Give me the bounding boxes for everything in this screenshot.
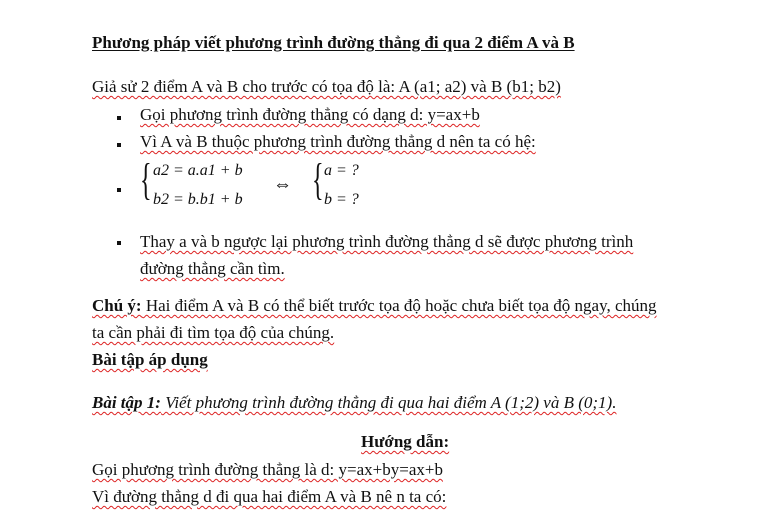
bullet-marker — [117, 241, 121, 245]
note-paragraph-line-1 — [92, 296, 657, 316]
right-equation-1: a = ? — [324, 162, 359, 179]
guide-heading: Hướng dẫn: — [361, 432, 450, 451]
bullet-item-3-line-1: Thay a và b ngược lại phương trình đường thẳng d sẽ được phương trình — [140, 232, 634, 251]
note-text-1: Hai điểm A và B có thể biết trước tọa độ hoặc chưa biết tọa độ ngay, chúng — [141, 296, 657, 315]
equivalence-arrow: ⇔ — [273, 174, 292, 195]
left-brace: { — [140, 155, 152, 204]
exercise-line — [92, 393, 616, 413]
bullet-marker — [117, 188, 121, 192]
bullet-marker — [117, 116, 121, 120]
practice-heading: Bài tập áp dụng — [92, 350, 208, 369]
right-equation-2: b = ? — [324, 191, 359, 208]
guide-line-2: Vì đường thẳng d đi qua hai điểm A và B nê n ta có: — [92, 487, 447, 506]
right-brace: { — [312, 155, 324, 204]
equation-system — [140, 155, 380, 218]
bullet-item-1: Gọi phương trình đường thẳng có dạng d: y=ax+b — [140, 105, 480, 124]
note-label: Chú ý: — [92, 296, 142, 315]
bullet-item-2: Vì A và B thuộc phương trình đường thẳng d nên ta có hệ: — [140, 132, 536, 151]
note-paragraph-line-2: ta cần phải đi tìm tọa độ của chúng. — [92, 323, 335, 342]
bullet-item-3-line-2: đường thẳng cần tìm. — [140, 259, 285, 278]
exercise-text: Viết phương trình đường thẳng đi qua hai điểm A (1;2) và B (0;1). — [160, 393, 617, 412]
exercise-label: Bài tập 1: — [92, 393, 161, 412]
bullet-marker — [117, 143, 121, 147]
intro-text: Giả sử 2 điểm A và B cho trước có tọa độ là: A (a1; a2) và B (b1; b2) — [92, 77, 561, 96]
document-title: Phương pháp viết phương trình đường thẳng đi qua 2 điểm A và B — [92, 33, 575, 52]
left-equation-2: b2 = b.b1 + b — [153, 191, 243, 208]
left-equation-1: a2 = a.a1 + b — [153, 162, 243, 179]
guide-line-1: Gọi phương trình đường thẳng là d: y=ax+by=ax+b — [92, 460, 443, 479]
